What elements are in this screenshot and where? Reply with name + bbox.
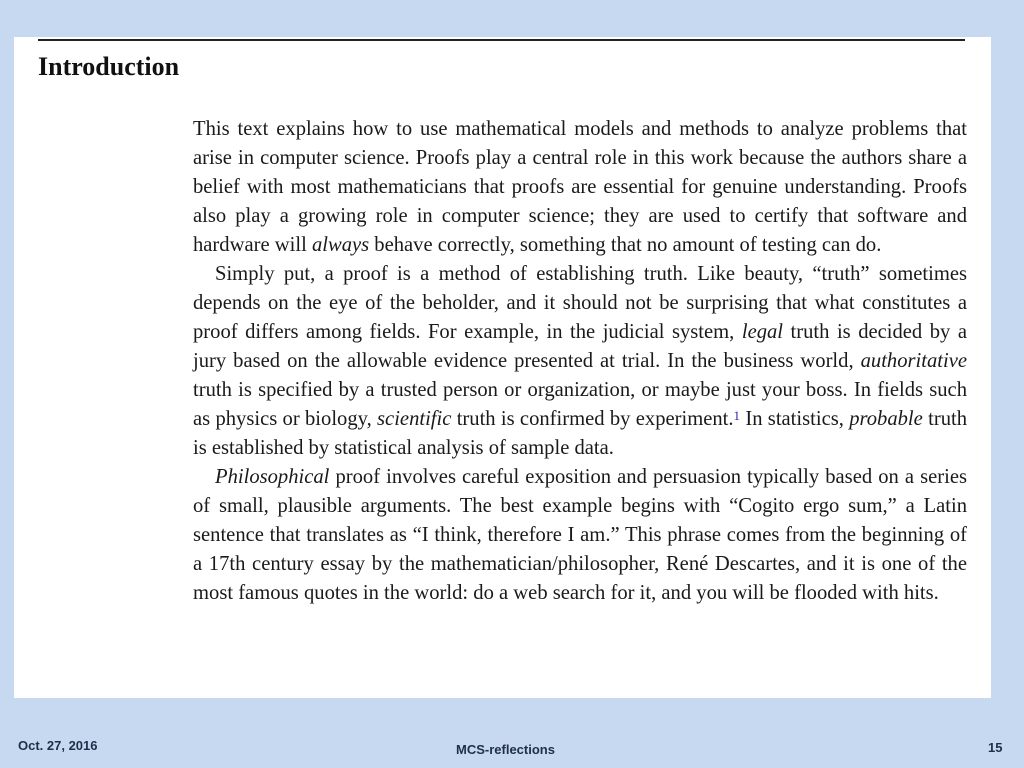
- body-text: [193, 115, 967, 608]
- footer-page-number: 15: [988, 740, 1003, 755]
- emphasis-text: Philosophical: [215, 466, 330, 488]
- text-run: truth is confirmed by experiment.: [451, 408, 734, 430]
- footer-date: Oct. 27, 2016: [18, 738, 98, 753]
- footer-title: MCS-reflections: [456, 742, 555, 757]
- emphasis-text: always: [311, 234, 370, 256]
- section-heading: Introduction: [38, 52, 180, 81]
- slide-content-panel: [14, 37, 991, 698]
- text-run: Simply put, a proof is a method of establishing truth. Like beauty, “truth” sometimes depends on the eye of the beholder, and it should not be surprising that what constitutes a proof differs among fields. For example, in the judicial system,: [193, 263, 967, 343]
- paragraph-3: [193, 463, 967, 608]
- text-run: truth is established by statistical analysis of sample data.: [193, 408, 968, 459]
- text-run: This text explains how to use mathematical models and methods to analyze problems that arise in computer science. Proofs play a central role in this work because the authors share a belief with most mathematicians that proofs are essential for genuine understanding. Proofs also play a growing role in computer science; they are used to certify that software and hardware will: [193, 118, 967, 256]
- paragraph-2: [193, 260, 967, 463]
- emphasis-text: authoritative: [860, 350, 967, 372]
- text-run: behave correctly, something that no amount of testing can do.: [369, 234, 882, 256]
- text-run: In statistics,: [740, 408, 850, 430]
- emphasis-text: legal: [741, 321, 784, 343]
- paragraph-1: [193, 115, 967, 260]
- emphasis-text: probable: [849, 408, 923, 430]
- text-run: truth is specified by a trusted person or organization, or maybe just your boss. In fields such as physics or biology,: [193, 379, 967, 430]
- top-rule: [38, 39, 965, 41]
- text-run: proof involves careful exposition and persuasion typically based on a series of small, plausible arguments. The best example begins with “Cogito ergo sum,” a Latin sentence that translates as “I think, therefore I am.” This phrase comes from the beginning of a 17th century essay by the mathematician/philosopher, René Descartes, and it is one of the most famous quotes in the world: do a web search for it, and you will be flooded with hits.: [193, 466, 967, 604]
- text-run: truth is decided by a jury based on the allowable evidence presented at trial. In the business world,: [193, 321, 967, 372]
- footnote-marker[interactable]: 1: [733, 408, 741, 423]
- emphasis-text: scientific: [377, 408, 452, 430]
